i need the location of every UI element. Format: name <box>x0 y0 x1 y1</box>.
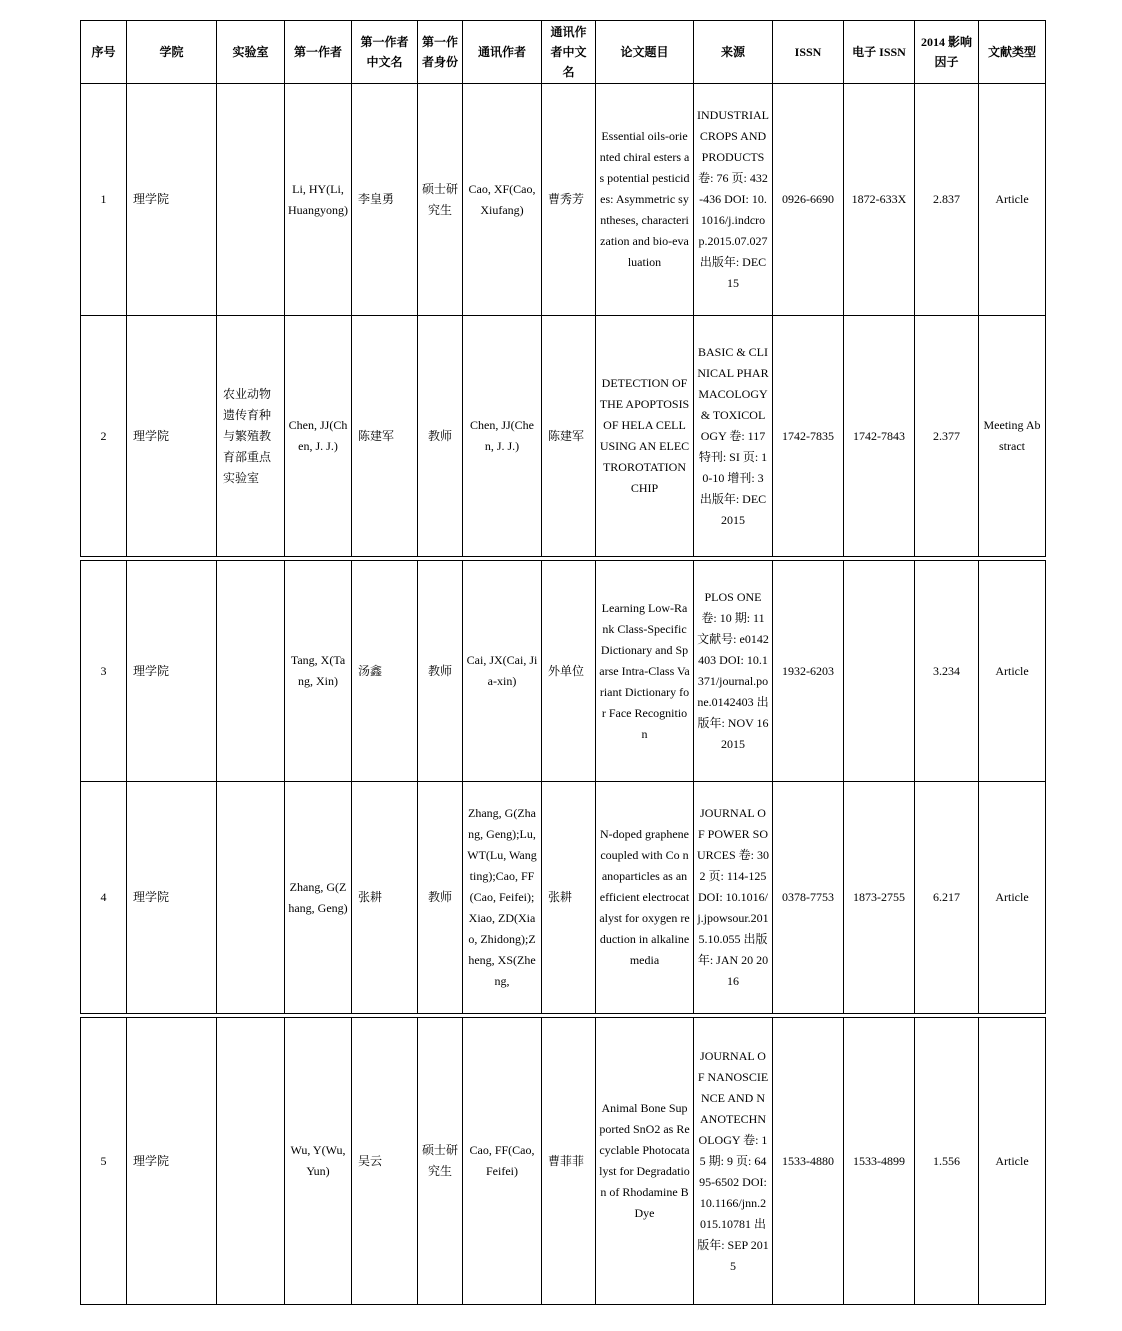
cell-lab <box>217 782 285 1014</box>
cell-source-text: JOURNAL OF NANOSCIENCE AND NANOTECHNOLOGY 卷: 15 期: 9 页: 6495-6502 DOI: 10.1166/jnn.2015.10781 出版年: SEP 2015 <box>697 1048 769 1273</box>
cell-corresponding-cn: 曹秀芳 <box>542 84 596 316</box>
cell-first-author-cn: 陈建军 <box>352 316 418 557</box>
cell-title: Animal Bone Supported SnO2 as Recyclable Photocatalyst for Degradation of Rhodamine B Dye <box>596 1018 694 1305</box>
cell-title: Essential oils-oriented chiral esters as potential pesticides: Asymmetric syntheses, characterization and bio-evaluation <box>596 84 694 316</box>
header-source: 来源 <box>694 21 773 84</box>
header-first-author-cn: 第一作者中文名 <box>352 21 418 84</box>
cell-first-author: Li, HY(Li, Huangyong) <box>285 84 352 316</box>
cell-corresponding: Cao, XF(Cao, Xiufang) <box>463 84 542 316</box>
cell-first-author-cn: 汤鑫 <box>352 561 418 782</box>
cell-source-text: INDUSTRIAL CROPS AND PRODUCTS 卷: 76 页: 432-436 DOI: 10.1016/j.indcrop.2015.07.027 出版年: DEC 15 <box>697 108 769 290</box>
cell-first-author: Tang, X(Tang, Xin) <box>285 561 352 782</box>
cell-role: 教师 <box>418 561 463 782</box>
header-college: 学院 <box>127 21 217 84</box>
cell-no: 2 <box>81 316 127 557</box>
header-corresponding: 通讯作者 <box>463 21 542 84</box>
header-first-author: 第一作者 <box>285 21 352 84</box>
table-row <box>81 316 1046 557</box>
cell-eissn: 1533-4899 <box>844 1018 915 1305</box>
cell-college: 理学院 <box>127 1018 217 1305</box>
cell-issn: 0378-7753 <box>773 782 844 1014</box>
cell-first-author-cn: 李皇勇 <box>352 84 418 316</box>
header-issn: ISSN <box>773 21 844 84</box>
cell-impact-factor: 6.217 <box>915 782 979 1014</box>
cell-lab <box>217 561 285 782</box>
table-row <box>81 561 1046 782</box>
table-row <box>81 782 1046 1014</box>
table-row <box>81 84 1046 316</box>
cell-role: 教师 <box>418 316 463 557</box>
cell-eissn: 1873-2755 <box>844 782 915 1014</box>
cell-impact-factor: 3.234 <box>915 561 979 782</box>
cell-eissn: 1872-633X <box>844 84 915 316</box>
cell-college: 理学院 <box>127 316 217 557</box>
cell-title: N-doped graphene coupled with Co nanoparticles as an efficient electrocatalyst for oxygen reduction in alkaline media <box>596 782 694 1014</box>
cell-first-author: Zhang, G(Zhang, Geng) <box>285 782 352 1014</box>
header-lab: 实验室 <box>217 21 285 84</box>
header-doc-type: 文献类型 <box>979 21 1046 84</box>
cell-lab <box>217 1018 285 1305</box>
cell-corresponding-cn: 陈建军 <box>542 316 596 557</box>
publication-table <box>80 20 1046 1305</box>
cell-first-author: Chen, JJ(Chen, J. J.) <box>285 316 352 557</box>
cell-source-text: PLOS ONE 卷: 10 期: 11 文献号: e0142403 DOI: 10.1371/journal.pone.0142403 出版年: NOV 16 2015 <box>697 590 769 751</box>
cell-eissn <box>844 561 915 782</box>
header-role: 第一作者身份 <box>418 21 463 84</box>
publication-table-sheet <box>80 20 1045 1305</box>
cell-impact-factor: 2.377 <box>915 316 979 557</box>
cell-corresponding-text: Zhang, G(Zhang, Geng);Lu, WT(Lu, Wangting);Cao, FF(Cao, Feifei);Xiao, ZD(Xiao, Zhidong);Zheng, XS(Zheng, <box>467 806 537 988</box>
table-row <box>81 1018 1046 1305</box>
cell-title: DETECTION OF THE APOPTOSIS OF HELA CELL USING AN ELECTROROTATION CHIP <box>596 316 694 557</box>
cell-no: 3 <box>81 561 127 782</box>
header-eissn: 电子 ISSN <box>844 21 915 84</box>
cell-no: 5 <box>81 1018 127 1305</box>
cell-first-author-cn: 吴云 <box>352 1018 418 1305</box>
cell-first-author: Wu, Y(Wu, Yun) <box>285 1018 352 1305</box>
cell-title: Learning Low-Rank Class-Specific Dictionary and Sparse Intra-Class Variant Dictionary for Face Recognition <box>596 561 694 782</box>
cell-issn: 1533-4880 <box>773 1018 844 1305</box>
cell-corresponding-cn: 外单位 <box>542 561 596 782</box>
cell-issn: 0926-6690 <box>773 84 844 316</box>
cell-doc-type: Article <box>979 84 1046 316</box>
cell-lab <box>217 84 285 316</box>
cell-no: 4 <box>81 782 127 1014</box>
cell-role: 硕士研究生 <box>418 84 463 316</box>
cell-source <box>694 782 773 1014</box>
cell-source-text: JOURNAL OF POWER SOURCES 卷: 302 页: 114-125 DOI: 10.1016/j.jpowsour.2015.10.055 出版年: JAN 20 2016 <box>697 806 769 988</box>
header-impact-factor: 2014 影响因子 <box>915 21 979 84</box>
header-title: 论文题目 <box>596 21 694 84</box>
cell-role: 硕士研究生 <box>418 1018 463 1305</box>
cell-college: 理学院 <box>127 561 217 782</box>
cell-impact-factor: 2.837 <box>915 84 979 316</box>
cell-college: 理学院 <box>127 84 217 316</box>
cell-doc-type: Article <box>979 782 1046 1014</box>
cell-doc-type: Meeting Abstract <box>979 316 1046 557</box>
cell-impact-factor: 1.556 <box>915 1018 979 1305</box>
cell-corresponding <box>463 782 542 1014</box>
cell-issn: 1932-6203 <box>773 561 844 782</box>
cell-corresponding-cn: 张耕 <box>542 782 596 1014</box>
cell-doc-type: Article <box>979 1018 1046 1305</box>
cell-first-author-cn: 张耕 <box>352 782 418 1014</box>
cell-source <box>694 84 773 316</box>
cell-college: 理学院 <box>127 782 217 1014</box>
cell-source-text: BASIC & CLINICAL PHARMACOLOGY & TOXICOLOGY 卷: 117 特刊: SI 页: 10-10 增刊: 3 出版年: DEC 2015 <box>697 344 769 527</box>
cell-source <box>694 316 773 557</box>
cell-corresponding: Cai, JX(Cai, Jia-xin) <box>463 561 542 782</box>
header-no: 序号 <box>81 21 127 84</box>
cell-role: 教师 <box>418 782 463 1014</box>
cell-corresponding: Chen, JJ(Chen, J. J.) <box>463 316 542 557</box>
cell-no: 1 <box>81 84 127 316</box>
cell-corresponding-cn: 曹菲菲 <box>542 1018 596 1305</box>
header-row <box>81 21 1046 84</box>
cell-issn: 1742-7835 <box>773 316 844 557</box>
cell-source <box>694 561 773 782</box>
cell-doc-type: Article <box>979 561 1046 782</box>
cell-corresponding: Cao, FF(Cao, Feifei) <box>463 1018 542 1305</box>
cell-lab: 农业动物遗传育种与繁殖教育部重点实验室 <box>217 316 285 557</box>
cell-source <box>694 1018 773 1305</box>
header-corresponding-cn: 通讯作者中文名 <box>542 21 596 84</box>
cell-eissn: 1742-7843 <box>844 316 915 557</box>
